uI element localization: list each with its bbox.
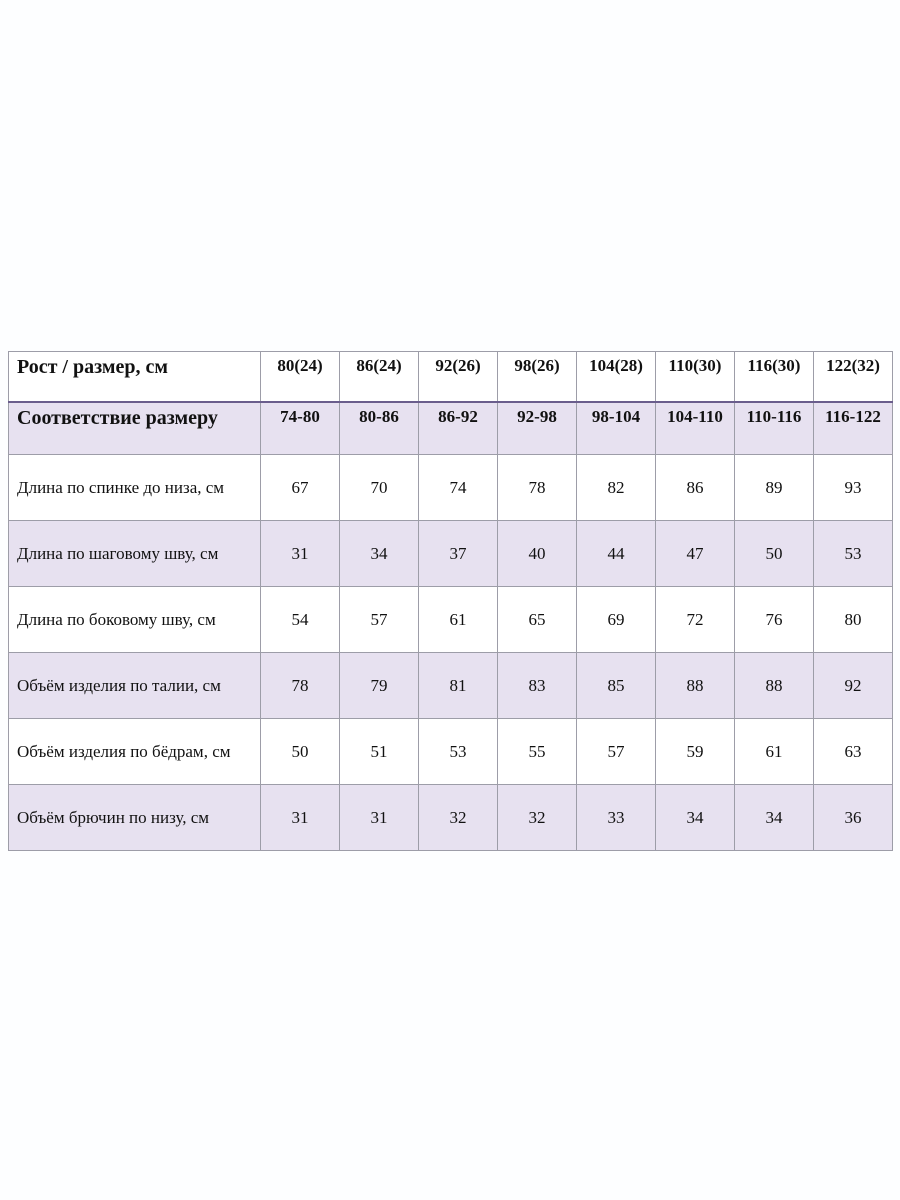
table-cell: 50: [735, 521, 814, 587]
table-row: [9, 587, 893, 653]
table-row: [9, 719, 893, 785]
table-cell: 53: [419, 719, 498, 785]
table-row: [9, 521, 893, 587]
table-cell: 76: [735, 587, 814, 653]
size-cell: 116(30): [735, 352, 814, 402]
table-cell: 80: [814, 587, 893, 653]
size-cell: 80(24): [261, 352, 340, 402]
table-cell: 89: [735, 455, 814, 521]
table-cell: 57: [340, 587, 419, 653]
fit-cell: 104-110: [656, 402, 735, 455]
table-cell: 61: [419, 587, 498, 653]
header-row-height-size: [9, 352, 893, 402]
table-cell: 34: [656, 785, 735, 851]
fit-cell: 92-98: [498, 402, 577, 455]
fit-label: Соответствие размеру: [9, 402, 261, 455]
row-label: Длина по спинке до низа, см: [9, 455, 261, 521]
size-cell: 98(26): [498, 352, 577, 402]
table-cell: 37: [419, 521, 498, 587]
row-label: Длина по боковому шву, см: [9, 587, 261, 653]
table-cell: 40: [498, 521, 577, 587]
table-cell: 36: [814, 785, 893, 851]
table-row: [9, 455, 893, 521]
table-cell: 31: [340, 785, 419, 851]
table-cell: 54: [261, 587, 340, 653]
table-cell: 88: [735, 653, 814, 719]
table-cell: 82: [577, 455, 656, 521]
fit-cell: 116-122: [814, 402, 893, 455]
table-cell: 63: [814, 719, 893, 785]
table-cell: 70: [340, 455, 419, 521]
table-cell: 88: [656, 653, 735, 719]
header-label: Рост / размер, см: [9, 352, 261, 402]
table-cell: 47: [656, 521, 735, 587]
table-cell: 50: [261, 719, 340, 785]
table-cell: 55: [498, 719, 577, 785]
table-cell: 32: [498, 785, 577, 851]
fit-cell: 110-116: [735, 402, 814, 455]
row-label: Объём изделия по талии, см: [9, 653, 261, 719]
table-row: [9, 785, 893, 851]
fit-cell: 80-86: [340, 402, 419, 455]
table-cell: 33: [577, 785, 656, 851]
table-cell: 57: [577, 719, 656, 785]
row-label: Объём изделия по бёдрам, см: [9, 719, 261, 785]
table-cell: 31: [261, 785, 340, 851]
table-cell: 74: [419, 455, 498, 521]
header-row-fit: [9, 402, 893, 455]
table-cell: 34: [340, 521, 419, 587]
table-cell: 78: [261, 653, 340, 719]
table-cell: 67: [261, 455, 340, 521]
table-cell: 81: [419, 653, 498, 719]
size-cell: 122(32): [814, 352, 893, 402]
fit-cell: 74-80: [261, 402, 340, 455]
fit-cell: 98-104: [577, 402, 656, 455]
size-cell: 110(30): [656, 352, 735, 402]
fit-cell: 86-92: [419, 402, 498, 455]
table-cell: 92: [814, 653, 893, 719]
table-row: [9, 653, 893, 719]
row-label: Длина по шаговому шву, см: [9, 521, 261, 587]
table-cell: 53: [814, 521, 893, 587]
table-cell: 44: [577, 521, 656, 587]
table-cell: 32: [419, 785, 498, 851]
table-cell: 86: [656, 455, 735, 521]
table-cell: 79: [340, 653, 419, 719]
table-cell: 59: [656, 719, 735, 785]
table-cell: 93: [814, 455, 893, 521]
row-label: Объём брючин по низу, см: [9, 785, 261, 851]
table-cell: 83: [498, 653, 577, 719]
table-cell: 61: [735, 719, 814, 785]
table-cell: 78: [498, 455, 577, 521]
table-cell: 34: [735, 785, 814, 851]
table-cell: 69: [577, 587, 656, 653]
table-cell: 51: [340, 719, 419, 785]
table-cell: 65: [498, 587, 577, 653]
size-cell: 92(26): [419, 352, 498, 402]
table-cell: 31: [261, 521, 340, 587]
size-cell: 104(28): [577, 352, 656, 402]
size-cell: 86(24): [340, 352, 419, 402]
table-cell: 72: [656, 587, 735, 653]
table-cell: 85: [577, 653, 656, 719]
size-chart-table: [8, 351, 893, 851]
